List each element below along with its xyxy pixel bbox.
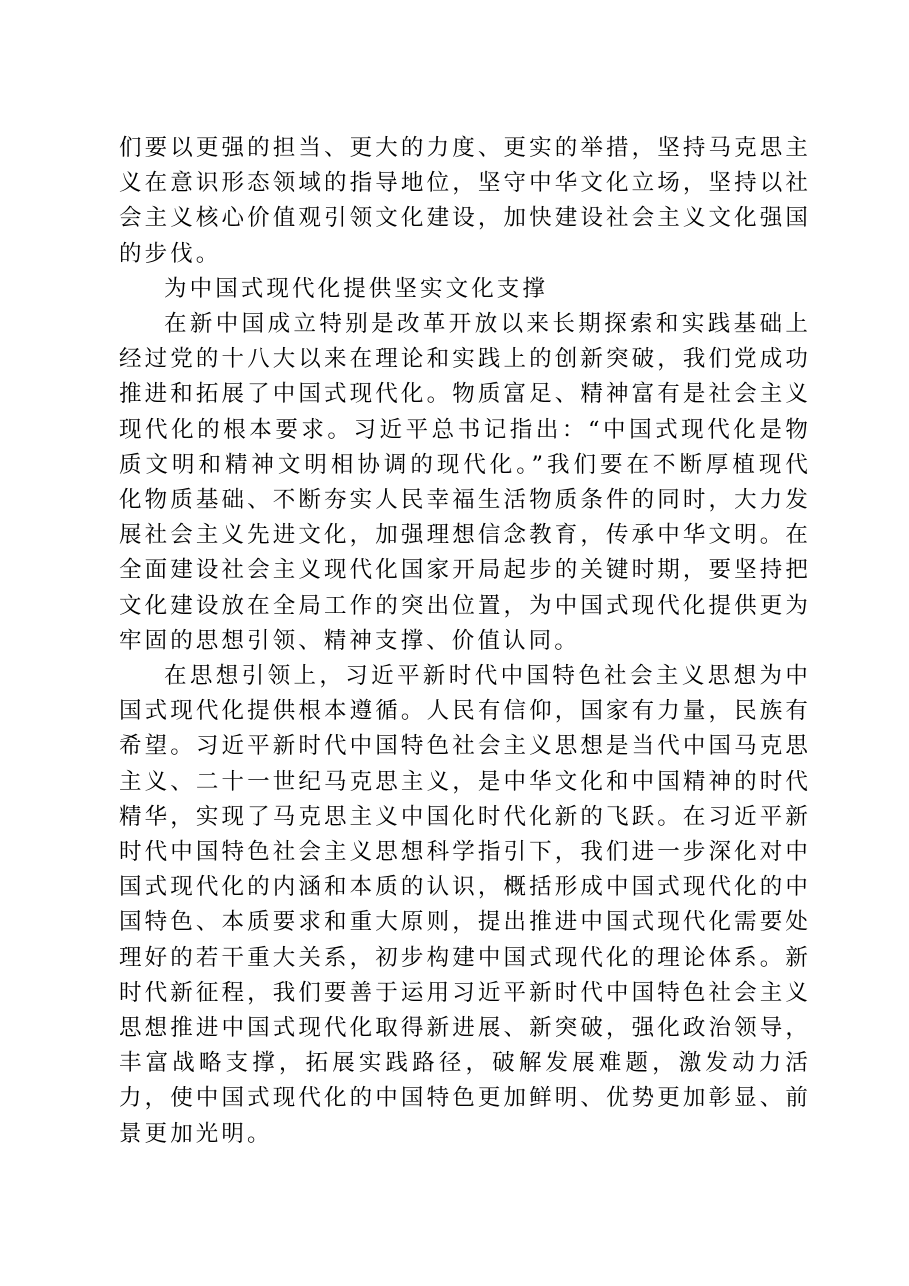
section-heading: 为中国式现代化提供坚实文化支撑 <box>164 275 549 302</box>
paragraph-body-2: 在思想引领上，习近平新时代中国特色社会主义思想为中国式现代化提供根本遵循。人民有信仰，国家有力量，民族有希望。习近平新时代中国特色社会主义思想是当代中国马克思主义、二十一世纪马克思主义，是中华文化和中国精神的时代精华，实现了马克思主义中国化时代化新的飞跃。在习近平新时代中国特色社会主义思想科学指引下，我们进一步深化对中国式现代化的内涵和本质的认识，概括形成中国式现代化的中国特色、本质要求和重大原则，提出推进中国式现代化需要处理好的若干重大关系，初步构建中国式现代化的理论体系。新时代新征程，我们要善于运用习近平新时代中国特色社会主义思想推进中国式现代化取得新进展、新突破，强化政治领导，丰富战略支撑，拓展实践路径，破解发展难题，激发动力活力，使中国式现代化的中国特色更加鲜明、优势更加彰显、前景更加光明。 <box>119 663 811 1147</box>
paragraph-body-1: 在新中国成立特别是改革开放以来长期探索和实践基础上经过党的十八大以来在理论和实践上的创新突破，我们党成功推进和拓展了中国式现代化。物质富足、精神富有是社会主义现代化的根本要求。习近平总书记指出：“中国式现代化是物质文明和精神文明相协调的现代化。”我们要在不断厚植现代化物质基础、不断夯实人民幸福生活物质条件的同时，大力发展社会主义先进文化，加强理想信念教育，传承中华文明。在全面建设社会主义现代化国家开局起步的关键时期，要坚持把文化建设放在全局工作的突出位置，为中国式现代化提供更为牢固的思想引领、精神支撑、价值认同。 <box>119 311 811 654</box>
document-page <box>119 131 811 1152</box>
paragraph-continuation: 们要以更强的担当、更大的力度、更实的举措，坚持马克思主义在意识形态领域的指导地位，坚守中华文化立场，坚持以社会主义核心价值观引领文化建设，加快建设社会主义文化强国的步伐。 <box>119 135 811 267</box>
